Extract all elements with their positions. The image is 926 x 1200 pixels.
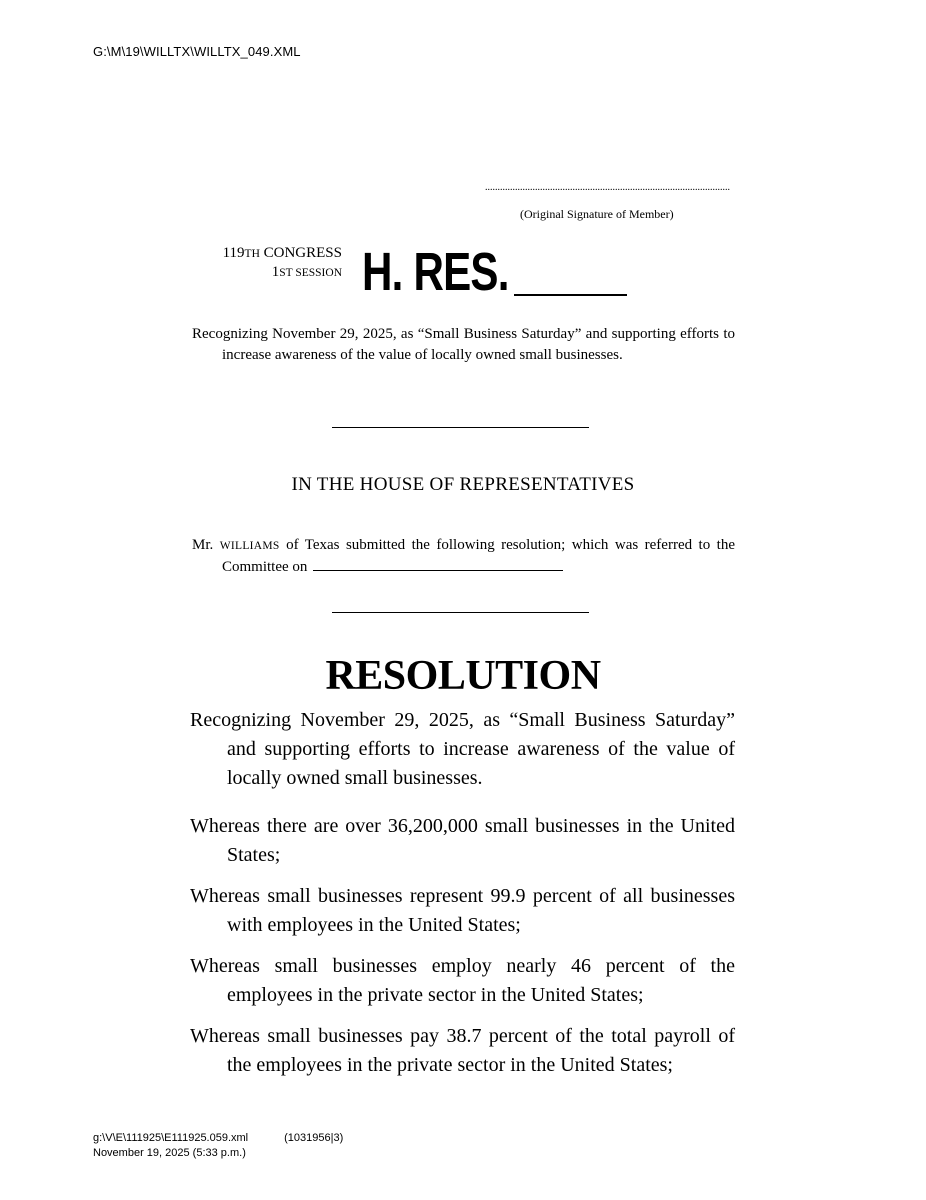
file-path: G:\M\19\WILLTX\WILLTX_049.XML xyxy=(93,44,301,59)
whereas-clause xyxy=(190,952,735,1010)
signature-label: (Original Signature of Member) xyxy=(520,207,674,221)
whereas-text: Whereas small businesses pay 38.7 percent of the total payroll of the employees in the private sector in the United States; xyxy=(190,1025,735,1076)
footer-code: (1031956|3) xyxy=(284,1132,344,1144)
bill-number-blank xyxy=(514,294,627,296)
congress-word: CONGRESS xyxy=(259,245,342,261)
resolution-title xyxy=(190,706,735,793)
resolution-title-text: Recognizing November 29, 2025, as “Small Business Saturday” and supporting efforts to increase awareness of the value of locally owned small businesses. xyxy=(190,709,735,789)
divider-bottom xyxy=(332,612,589,613)
congress-number-suffix: TH xyxy=(244,248,260,260)
footer-path: g:\V\E\111925\E111925.059.xml xyxy=(93,1132,249,1144)
short-title-text: Recognizing November 29, 2025, as “Small Business Saturday” and supporting efforts to increase awareness of the value of locally owned small businesses. xyxy=(192,326,735,363)
short-title xyxy=(192,324,735,366)
committee-blank xyxy=(313,558,563,571)
intro-prefix: Mr. xyxy=(192,537,220,553)
congress-session xyxy=(192,244,342,282)
footer xyxy=(93,1131,343,1161)
intro-text: of Texas submitted the following resolution; which was referred to the Committee on xyxy=(222,537,735,575)
footer-date: November 19, 2025 (5:33 p.m.) xyxy=(93,1147,246,1159)
congress-number: 119 xyxy=(222,245,245,261)
session-word: SESSION xyxy=(292,267,342,279)
resolution-heading: RESOLUTION xyxy=(325,653,601,699)
whereas-clause xyxy=(190,812,735,870)
session-number: 1 xyxy=(271,264,280,280)
whereas-text: Whereas there are over 36,200,000 small businesses in the United States; xyxy=(190,815,735,866)
whereas-text: Whereas small businesses employ nearly 46 percent of the employees in the private sector in the United States; xyxy=(190,955,735,1006)
whereas-clause xyxy=(190,882,735,940)
sponsor-name: WILLIAMS xyxy=(219,540,280,552)
signature-line: .................................................................................................. xyxy=(485,182,730,193)
whereas-text: Whereas small businesses represent 99.9 percent of all businesses with employees in the United States; xyxy=(190,885,735,936)
introduction xyxy=(192,535,735,578)
bill-type: H. RES. xyxy=(362,242,509,302)
session-number-suffix: ST xyxy=(279,267,293,279)
house-heading: IN THE HOUSE OF REPRESENTATIVES xyxy=(291,474,635,495)
divider-top xyxy=(332,427,589,428)
whereas-clause xyxy=(190,1022,735,1080)
